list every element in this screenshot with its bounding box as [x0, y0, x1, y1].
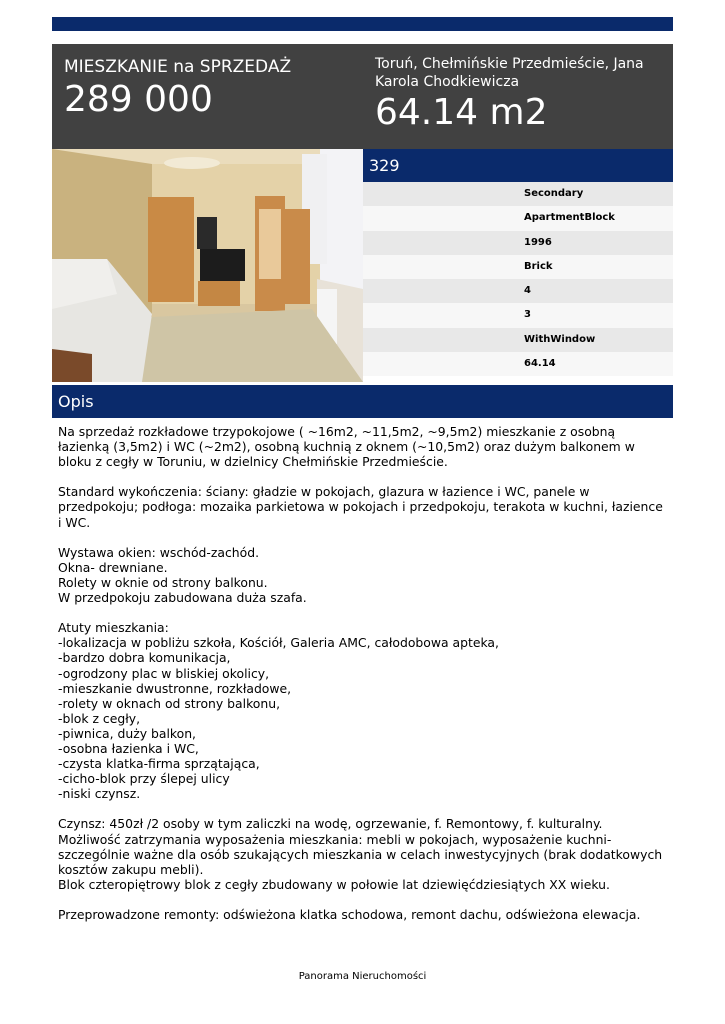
detail-row	[363, 255, 673, 279]
detail-value: 4	[524, 285, 531, 297]
detail-value: 3	[524, 309, 531, 321]
top-accent-bar	[52, 17, 673, 31]
detail-value: Secondary	[524, 188, 584, 199]
detail-value: 64.14	[524, 358, 556, 370]
footer-agency: Panorama Nieruchomości	[298, 971, 427, 982]
detail-row	[363, 182, 673, 206]
listing-location: Toruń, Chełmińskie Przedmieście, Jana Karola Chodkiewicza	[375, 56, 644, 90]
detail-row	[363, 328, 673, 352]
header-left	[64, 56, 354, 120]
detail-row	[363, 303, 673, 327]
detail-row	[363, 279, 673, 303]
detail-value: ApartmentBlock	[524, 212, 615, 224]
details-table	[363, 182, 673, 376]
description-text: Na sprzedaż rozkładowe trzypokojowe ( ~16m2, ~11,5m2, ~9,5m2) mieszkanie z osobną łazienką (3,5m2) i WC (~2m2), osobną kuchnią z oknem (~10,5m2) oraz dużym balkonem w bloku z cegły w Toruniu, w dzielnicy Chełmińskie Przedmieście. Standard wykończenia: ściany: gładzie w pokojach, glazura w łazience i WC, panele w przedpokoju; podłoga: mozaika parkietowa w pokojach i przedpokoju, terakota w kuchni, łazience i WC. Wystawa okien: wschód-zachód. Okna- drewniane. Rolety w oknie od strony balkonu. W przedpokoju zabudowana duża szafa. Atuty mieszkania: -lokalizacja w pobliżu szkoła, Kościół, Galeria AMC, całodobowa apteka, -bardzo dobra komunikacja, -ogrodzony plac w bliskiej okolicy, -mieszkanie dwustronne, rozkładowe, -rolety w oknach od strony balkonu, -blok z cegły, -piwnica, duży balkon, -osobna łazienka i WC, -czysta klatka-firma sprzątająca, -cicho-blok przy ślepej ulicy -niski czynsz. Czynsz: 450zł /2 osoby w tym zaliczki na wodę, ogrzewanie, f. Remontowy, f. kulturalny. Możliwość zatrzymania wyposażenia mieszkania: mebli w pokojach, wyposażenie kuchni- szczególnie ważne dla osób szukających mieszkania w celach inwestycyjnych (brak dodatkowych kosztów zakupu mebli). Blok czteropiętrowy blok z cegły zbudowany w połowie lat dziewięćdziesiątych XX wieku. Przeprowadzone remonty: odświeżona klatka schodowa, remont dachu, odświeżona elewacja.	[58, 424, 663, 922]
section-title: Opis	[58, 392, 94, 411]
listing-header	[52, 44, 673, 149]
detail-value: 1996	[524, 236, 552, 248]
listing-type: MIESZKANIE na SPRZEDAŻ	[64, 57, 292, 77]
detail-row	[363, 352, 673, 376]
detail-row	[363, 206, 673, 230]
description-header	[52, 385, 673, 418]
detail-value: WithWindow	[524, 333, 596, 345]
listing-area: 64.14 m2	[375, 92, 548, 133]
apartment-photo	[52, 149, 363, 382]
header-right	[375, 55, 665, 133]
listing-id: 329	[369, 156, 400, 175]
listing-price: 289 000	[64, 79, 213, 120]
detail-value: Brick	[524, 260, 553, 272]
detail-row	[363, 231, 673, 255]
listing-id-bar	[363, 149, 673, 182]
